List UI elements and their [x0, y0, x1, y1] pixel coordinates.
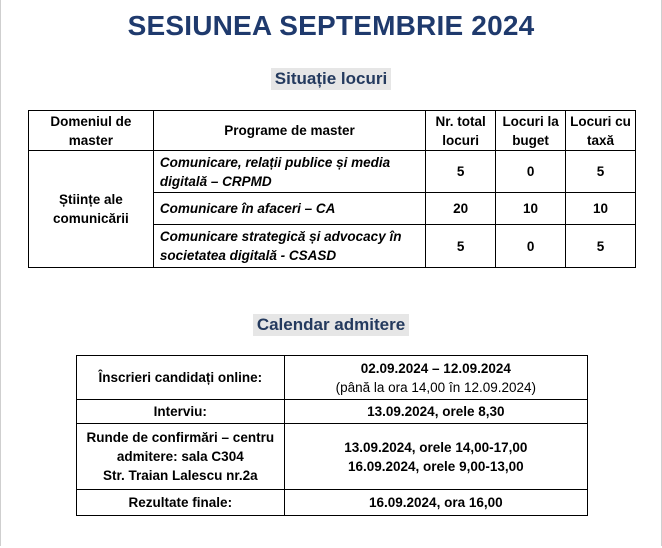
seats-header-row — [29, 111, 636, 151]
calendar-heading — [0, 314, 662, 336]
calendar-value-line: 13.09.2024, orele 14,00-17,00 — [344, 439, 528, 455]
calendar-label: Rezultate finale: — [77, 490, 285, 516]
calendar-value: 16.09.2024, ora 16,00 — [284, 490, 587, 516]
calendar-label: Înscrieri candidați online: — [77, 356, 285, 400]
calendar-label: Interviu: — [77, 400, 285, 424]
header-total: Nr. total locuri — [426, 111, 496, 151]
calendar-value-line: 16.09.2024, orele 9,00-13,00 — [347, 458, 524, 474]
calendar-value — [284, 424, 587, 490]
header-budget: Locuri la buget — [496, 111, 566, 151]
fee-seats: 5 — [566, 151, 636, 193]
domain-cell: Științe ale comunicării — [29, 151, 154, 268]
program-name: Comunicare strategică și advocacy în societatea digitală - CSASD — [153, 225, 425, 268]
page-title: SESIUNEA SEPTEMBRIE 2024 — [127, 10, 535, 41]
total-seats: 5 — [426, 225, 496, 268]
calendar-label-line: admitere: sala C304 — [116, 449, 244, 464]
header-fee: Locuri cu taxă — [566, 111, 636, 151]
fee-seats: 5 — [566, 225, 636, 268]
seats-heading — [0, 68, 662, 90]
calendar-heading-text: Calendar admitere — [253, 314, 409, 336]
table-row — [77, 490, 588, 516]
table-row — [77, 424, 588, 490]
budget-seats: 0 — [496, 151, 566, 193]
program-name: Comunicare în afaceri – CA — [153, 193, 425, 225]
program-name: Comunicare, relații publice și media digitală – CRPMD — [153, 151, 425, 193]
calendar-label-line: Str. Traian Lalescu nr.2a — [103, 468, 258, 483]
total-seats: 5 — [426, 151, 496, 193]
header-domain: Domeniul de master — [29, 111, 154, 151]
table-row — [77, 400, 588, 424]
table-row — [29, 151, 636, 193]
total-seats: 20 — [426, 193, 496, 225]
budget-seats: 0 — [496, 225, 566, 268]
calendar-value-line: 02.09.2024 – 12.09.2024 — [360, 360, 511, 376]
budget-seats: 10 — [496, 193, 566, 225]
seats-heading-text: Situație locuri — [271, 68, 391, 90]
calendar-value — [284, 356, 587, 400]
fee-seats: 10 — [566, 193, 636, 225]
calendar-table — [76, 355, 588, 516]
calendar-value: 13.09.2024, orele 8,30 — [284, 400, 587, 424]
calendar-label-line: Runde de confirmări – centru — [86, 430, 275, 445]
header-programs: Programe de master — [153, 111, 425, 151]
calendar-value-note: (până la ora 14,00 în 12.09.2024) — [335, 379, 537, 395]
seats-table — [28, 110, 636, 268]
calendar-label — [77, 424, 285, 490]
table-row — [77, 356, 588, 400]
